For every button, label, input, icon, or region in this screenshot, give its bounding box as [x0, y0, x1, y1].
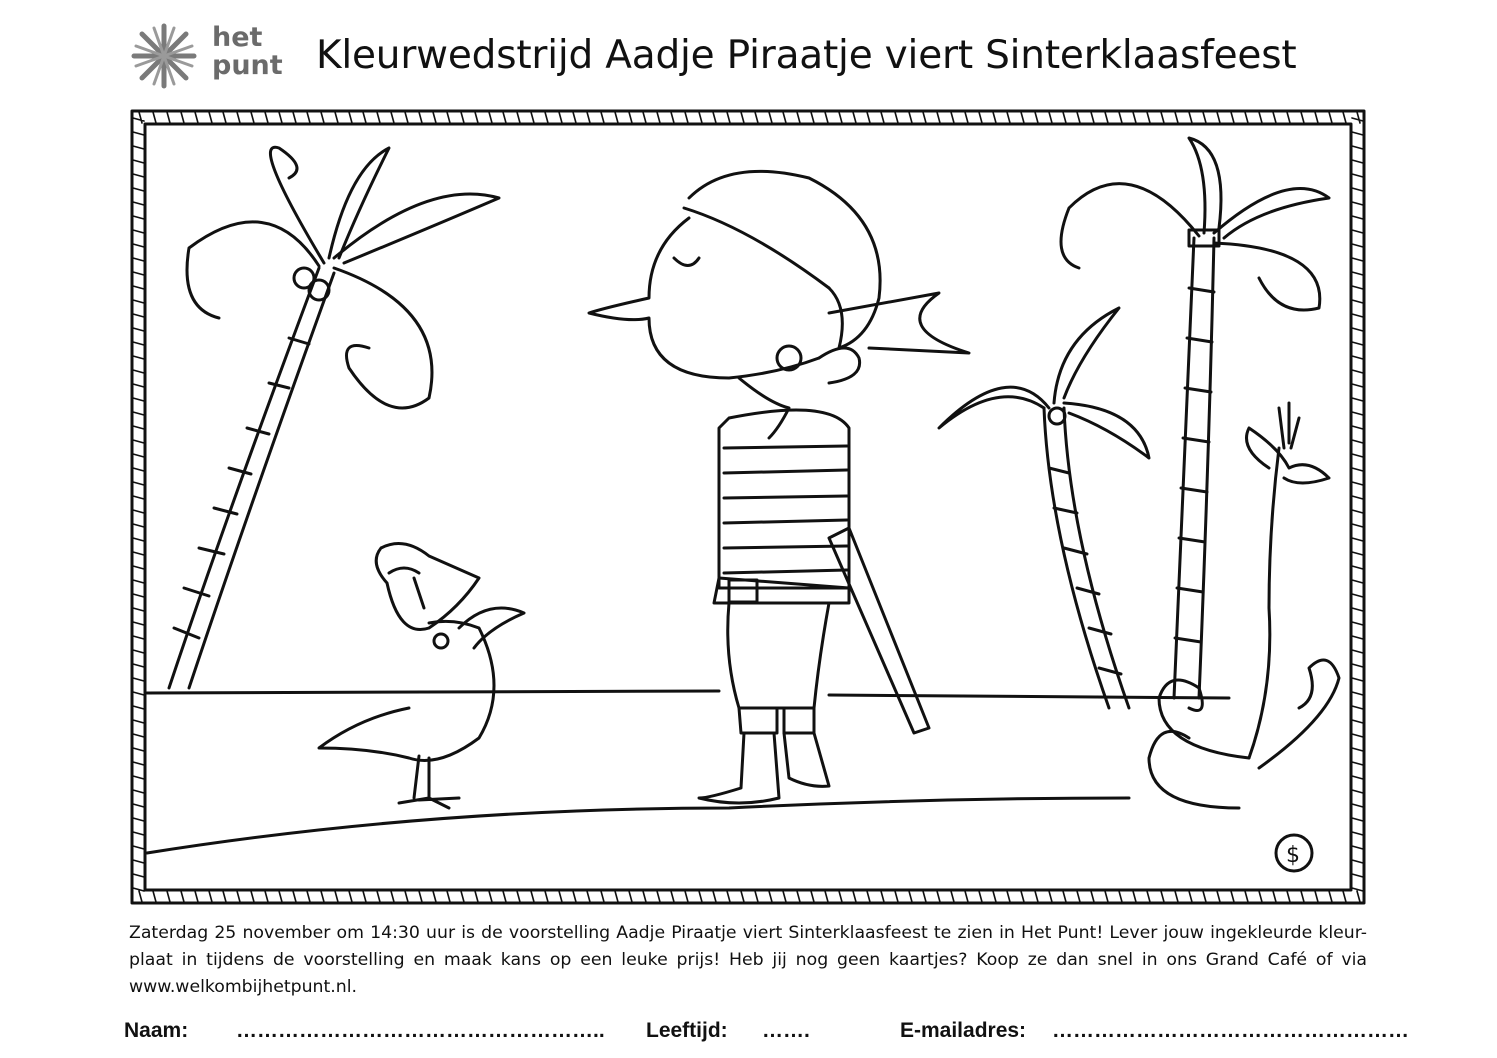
page-title: Kleurwedstrijd Aadje Piraatje viert Sinterklaasfeest [316, 33, 1297, 78]
logo-wordmark [212, 24, 283, 80]
border-hatch-marks [133, 112, 1363, 902]
contest-description: Zaterdag 25 november om 14:30 uur is de voorstelling Aadje Piraatje viert Sinterklaasfeest te zien in Het Punt! Lever jouw ingekleurde kleur-plaat in tijdens de voorstelling en maak kans op een leuke prijs! Heb jij nog geen kaartjes? Koop ze dan snel in ons Grand Café of via www.welkombijhetpunt.nl. [129, 923, 1367, 997]
star-logo-icon [124, 18, 204, 94]
coin-symbol: $ [1286, 843, 1300, 868]
age-field[interactable]: ……. [762, 1019, 810, 1042]
logo-line-2: punt [212, 50, 283, 81]
horizon-line [147, 691, 1229, 698]
middle-palm-tree [939, 308, 1149, 708]
page-header [120, 14, 1370, 98]
email-field[interactable]: …………………………………………… [1052, 1019, 1409, 1042]
name-field[interactable]: …………………………………………….. [236, 1019, 605, 1042]
coloring-illustration [129, 108, 1367, 906]
het-punt-logo [124, 18, 294, 94]
email-label: E-mailadres: [900, 1019, 1027, 1042]
coloring-page-drawing [129, 108, 1367, 906]
age-label: Leeftijd: [646, 1019, 728, 1042]
name-label: Naam: [124, 1019, 189, 1042]
outer-border [132, 111, 1364, 903]
inner-border [145, 124, 1351, 890]
entry-form [124, 1013, 1409, 1053]
parrot [319, 544, 524, 809]
border-hatching [133, 112, 1363, 902]
logo-line-1: het [212, 22, 263, 53]
pirate [589, 171, 969, 803]
left-palm-tree [169, 147, 499, 688]
ground-line [147, 798, 1129, 853]
